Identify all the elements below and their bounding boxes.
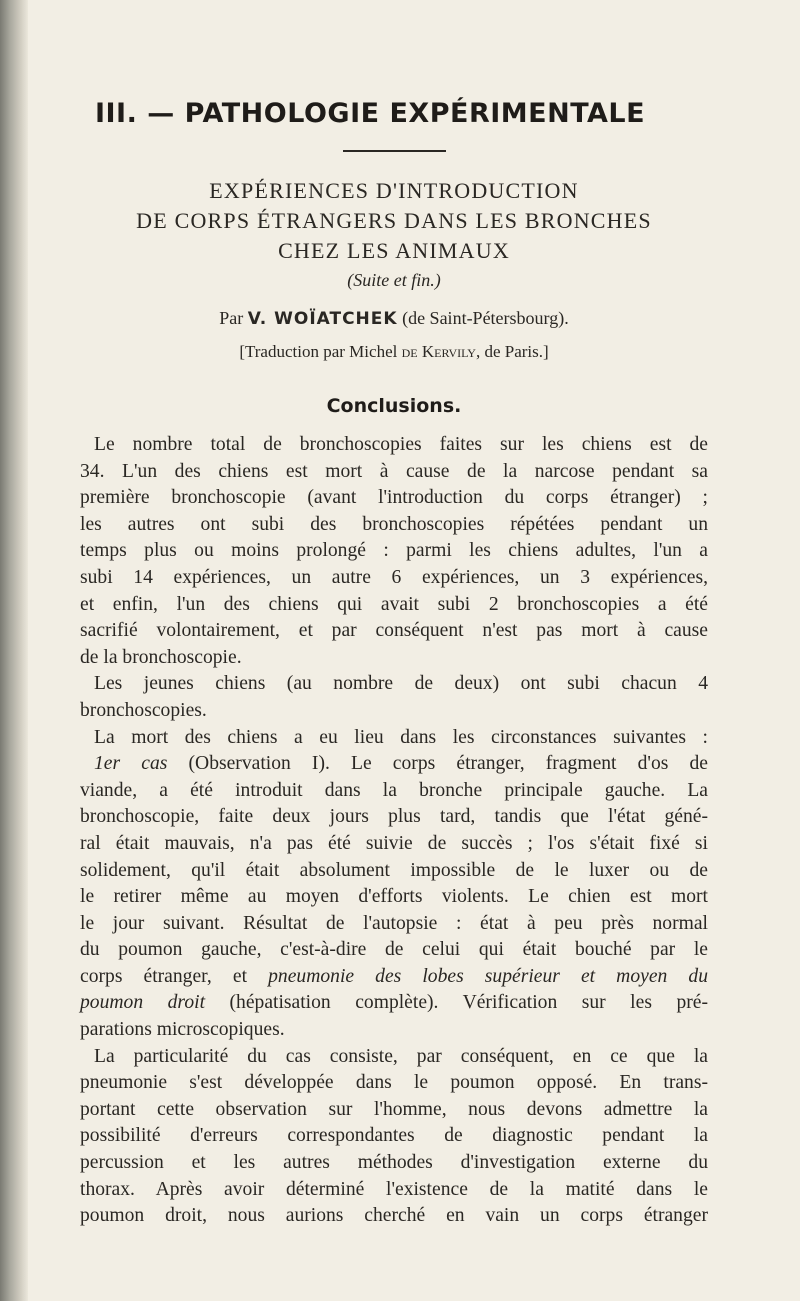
- body-line: [80, 964, 708, 991]
- translation-suffix: , de Paris.]: [475, 342, 549, 361]
- body-line: [80, 1017, 708, 1044]
- body-line-text: sacrifié volontairement, et par conséquent n'est pas mort à cause: [80, 620, 708, 642]
- body-line-text: première bronchoscopie (avant l'introduction du corps étranger) ;: [80, 487, 708, 509]
- body-line: [80, 698, 708, 725]
- article-title-line-2: DE CORPS ÉTRANGERS DANS LES BRONCHES: [136, 208, 652, 233]
- article-title-line-3: CHEZ LES ANIMAUX: [278, 238, 510, 263]
- body-line-text: et enfin, l'un des chiens qui avait subi 2 bronchoscopies a été: [80, 593, 708, 615]
- body-line-text: bronchoscopies.: [80, 699, 207, 721]
- body-line: [80, 459, 708, 486]
- body-line-text: ral était mauvais, n'a pas été suivie de succès ; l'os s'était fixé si: [80, 832, 708, 854]
- body-line: [80, 725, 708, 752]
- body-line: [80, 911, 708, 938]
- translation-credit: [80, 342, 708, 362]
- body-line-text: 34. L'un des chiens est mort à cause de la narcose pendant sa: [80, 460, 708, 482]
- conclusions-heading: Conclusions.: [326, 395, 462, 417]
- body-line-text: temps plus ou moins prolongé : parmi les chiens adultes, l'un a: [80, 540, 708, 562]
- body-line: [80, 618, 708, 645]
- book-binding-shadow: [0, 0, 28, 1301]
- body-text: [80, 432, 708, 1230]
- title-rule: [343, 150, 446, 152]
- article-subtitle: (Suite et fin.): [347, 270, 441, 290]
- author-affiliation: (de Saint-Pétersbourg).: [402, 308, 569, 328]
- body-line-text: le jour suivant. Résultat de l'autopsie : état à peu près normal: [80, 912, 708, 934]
- body-line: [80, 1123, 708, 1150]
- body-line-text: Le nombre total de bronchoscopies faites sur les chiens est de: [94, 434, 708, 455]
- body-line: [80, 538, 708, 565]
- body-line-text: poumon droit, nous aurions cherché en vain un corps étranger: [80, 1205, 708, 1227]
- body-line: [80, 565, 708, 592]
- body-line: [80, 432, 708, 459]
- byline: [80, 308, 708, 329]
- body-line-text: de la bronchoscopie.: [80, 646, 242, 668]
- body-line-text: percussion et les autres méthodes d'investigation externe du: [80, 1152, 708, 1174]
- body-line: [80, 751, 708, 778]
- body-line-text: (Observation I). Le corps étranger, fragment d'os de: [188, 753, 708, 775]
- body-line: [80, 831, 708, 858]
- section-title: III. — PATHOLOGIE EXPÉRIMENTALE: [94, 98, 646, 129]
- body-line: [80, 485, 708, 512]
- body-line-text: possibilité d'erreurs correspondantes de diagnostic pendant la: [80, 1125, 708, 1147]
- body-line-text: parations microscopiques.: [80, 1019, 285, 1041]
- body-line: [80, 804, 708, 831]
- body-line-text: du poumon gauche, c'est-à-dire de celui qui était bouché par le: [80, 939, 708, 961]
- body-line-text: bronchoscopie, faite deux jours plus tard, tandis que l'état géné-: [80, 806, 708, 828]
- body-line: [80, 1097, 708, 1124]
- body-line-text: subi 14 expériences, un autre 6 expériences, un 3 expériences,: [80, 566, 708, 588]
- body-line: [80, 512, 708, 539]
- article-title-line-1: EXPÉRIENCES D'INTRODUCTION: [209, 178, 579, 203]
- body-line-text: thorax. Après avoir déterminé l'existence de la matité dans le: [80, 1178, 708, 1200]
- author-name: V. WOÏATCHEK: [247, 309, 398, 329]
- translator-name: de Kervily: [401, 342, 476, 361]
- body-line-text: viande, a été introduit dans la bronche principale gauche. La: [80, 779, 708, 801]
- italic-tail: pneumonie des lobes supérieur et moyen du: [268, 965, 708, 987]
- body-line-text: les autres ont subi des bronchoscopies répétées pendant un: [80, 513, 708, 535]
- body-line: [80, 1177, 708, 1204]
- italic-lead: poumon droit: [80, 992, 206, 1014]
- body-line: [80, 1070, 708, 1097]
- byline-prefix: Par: [219, 308, 244, 328]
- body-line: [80, 592, 708, 619]
- body-line-text: La particularité du cas consiste, par conséquent, en ce que la: [94, 1045, 708, 1067]
- body-line-text: pneumonie s'est développée dans le poumon opposé. En trans-: [80, 1072, 708, 1094]
- body-line: [80, 858, 708, 885]
- body-line: [80, 778, 708, 805]
- body-line: [80, 937, 708, 964]
- body-line-text: Les jeunes chiens (au nombre de deux) ont subi chacun 4: [94, 673, 708, 695]
- body-line: [80, 1044, 708, 1071]
- body-line-text: La mort des chiens a eu lieu dans les circonstances suivantes :: [94, 726, 708, 748]
- body-line: [80, 1150, 708, 1177]
- italic-lead: 1er cas: [94, 753, 168, 775]
- body-line-text: corps étranger, et: [80, 965, 248, 987]
- body-line-text: portant cette observation sur l'homme, nous devons admettre la: [80, 1098, 708, 1120]
- body-line: [80, 990, 708, 1017]
- body-line-text: le retirer même au moyen d'efforts violents. Le chien est mort: [80, 886, 708, 908]
- body-line: [80, 645, 708, 672]
- body-line: [80, 671, 708, 698]
- body-line-text: solidement, qu'il était absolument impossible de le luxer ou de: [80, 859, 708, 881]
- body-line: [80, 884, 708, 911]
- body-line-text: (hépatisation complète). Vérification sur les pré-: [229, 992, 708, 1014]
- body-line: [80, 1203, 708, 1230]
- translation-prefix: [Traduction par Michel: [239, 342, 398, 361]
